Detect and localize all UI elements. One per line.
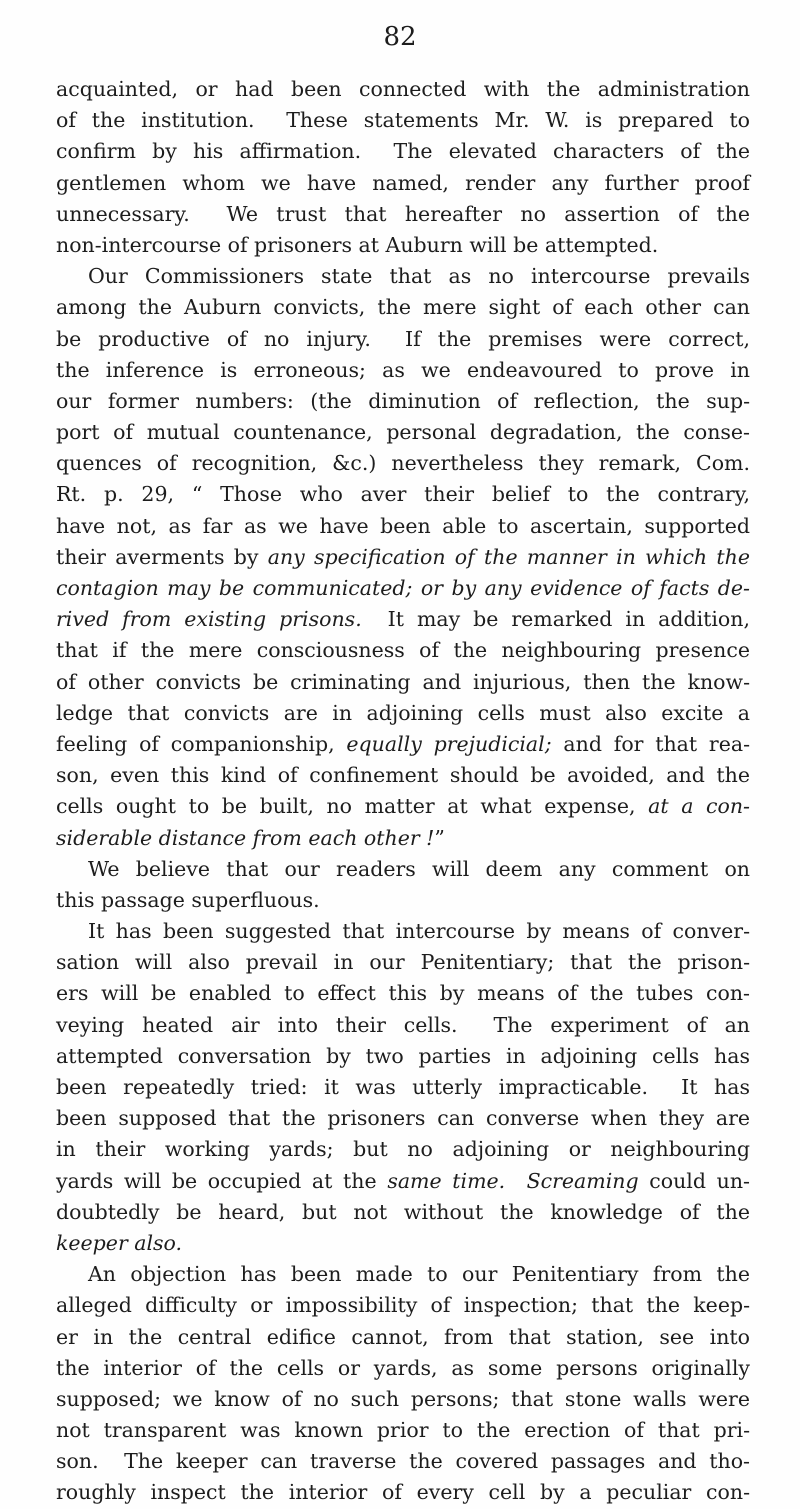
text-segment: We believe that our readers will deem any comment on [88, 856, 750, 881]
text-line [56, 199, 750, 230]
text-line [56, 324, 750, 355]
text-line [56, 1384, 750, 1415]
italic-text: at a con- [648, 794, 750, 819]
italic-text: same time. [387, 1168, 506, 1193]
text-segment: the interior of the cells or yards, as some persons originally [56, 1355, 750, 1380]
text-line [56, 729, 750, 760]
text-segment: An objection has been made to our Penitentiary from the [88, 1262, 750, 1287]
text-line [56, 978, 750, 1009]
text-segment: be productive of no injury. If the premises were correct, [56, 326, 750, 351]
text-line [56, 1446, 750, 1477]
text-line [56, 1010, 750, 1041]
text-line [56, 854, 750, 885]
text-segment: er in the central edifice cannot, from that station, see into [56, 1324, 750, 1349]
text-segment: attempted conversation by two parties in adjoining cells has [56, 1043, 750, 1068]
text-segment: of other convicts be criminating and injurious, then the know- [56, 669, 750, 694]
text-line [56, 635, 750, 666]
text-segment: that if the mere consciousness of the neighbouring presence [56, 638, 750, 663]
body-text [56, 74, 750, 1509]
italic-text: keeper also. [56, 1230, 183, 1255]
italic-text: Screaming [526, 1168, 639, 1193]
text-segment: acquainted, or had been connected with the administration [56, 77, 750, 101]
text-line [56, 448, 750, 479]
text-line [56, 698, 750, 729]
text-line [56, 261, 750, 292]
text-segment: roughly inspect the interior of every cell by a peculiar con- [56, 1480, 750, 1505]
text-line [56, 1322, 750, 1353]
text-line [56, 105, 750, 136]
text-line [56, 230, 750, 261]
text-segment: alleged difficulty or impossibility of inspection; that the keep- [56, 1293, 750, 1318]
text-line [56, 417, 750, 448]
text-segment: Our Commissioners state that as no intercourse prevails [88, 264, 750, 289]
text-line [56, 355, 750, 386]
text-segment: not transparent was known prior to the erection of that pri- [56, 1418, 750, 1443]
text-line [56, 1041, 750, 1072]
text-segment: feeling of companionship, [56, 731, 347, 756]
text-line [56, 1477, 750, 1508]
text-segment: ers will be enabled to effect this by means of the tubes con- [56, 981, 750, 1006]
text-line [56, 573, 750, 604]
text-line [56, 1072, 750, 1103]
text-segment: yards will be occupied at the [56, 1168, 388, 1193]
page-number: 82 [383, 22, 417, 52]
text-line [56, 1259, 750, 1290]
text-segment: could un- [638, 1168, 750, 1193]
text-segment: veying heated air into their cells. The experiment of an [56, 1012, 750, 1037]
text-segment: quences of recognition, &c.) nevertheless they remark, Com. [56, 451, 750, 476]
italic-text: rived from existing prisons. [56, 607, 362, 632]
text-segment: non-intercourse of prisoners at Auburn will be attempted. [56, 232, 659, 257]
text-line [56, 136, 750, 167]
text-line [56, 386, 750, 417]
text-segment: this passage superfluous. [56, 887, 320, 912]
text-line [56, 74, 750, 105]
text-line [56, 1290, 750, 1321]
text-line [56, 916, 750, 947]
text-line [56, 479, 750, 510]
text-segment: supposed; we know of no such persons; that stone walls were [56, 1386, 750, 1411]
text-segment: been supposed that the prisoners can converse when they are [56, 1106, 750, 1131]
text-line [56, 1166, 750, 1197]
text-line [56, 823, 750, 854]
text-segment: of the institution. These statements Mr. W. is prepared to [56, 108, 750, 133]
text-segment: unnecessary. We trust that hereafter no assertion of the [56, 201, 750, 226]
text-segment: It has been suggested that intercourse by means of conver- [88, 919, 750, 944]
text-segment: son, even this kind of confinement should be avoided, and the [56, 763, 750, 788]
text-segment: have not, as far as we have been able to ascertain, supported [56, 513, 750, 538]
text-line [56, 168, 750, 199]
text-segment: among the Auburn convicts, the mere sight of each other can [56, 295, 750, 320]
text-line [56, 1103, 750, 1134]
text-segment: son. The keeper can traverse the covered passages and tho- [56, 1449, 750, 1474]
italic-text: siderable distance from each other ! [56, 825, 435, 850]
text-line [56, 1134, 750, 1165]
italic-text: equally prejudicial; [346, 731, 552, 756]
text-segment: ledge that convicts are in adjoining cells must also excite a [56, 700, 750, 725]
text-line [56, 885, 750, 916]
text-segment: and for that rea- [551, 731, 751, 756]
text-segment: the inference is erroneous; as we endeavoured to prove in [56, 357, 750, 382]
text-line [56, 947, 750, 978]
text-segment: It may be remarked in addition, [361, 607, 750, 632]
text-segment: confirm by his affirmation. The elevated characters of the [56, 139, 750, 164]
text-segment: our former numbers: (the diminution of reflection, the sup- [56, 388, 750, 413]
text-line [56, 511, 750, 542]
text-segment: been repeatedly tried: it was utterly impracticable. It has [56, 1075, 750, 1099]
text-line [56, 791, 750, 822]
text-segment: their averments by [56, 544, 268, 569]
italic-text: contagion may be communicated; or by any evidence of facts de- [56, 576, 750, 600]
text-segment [505, 1169, 526, 1193]
text-segment: Rt. p. 29, “ Those who aver their belief to the contrary, [56, 482, 750, 507]
text-line [56, 1415, 750, 1446]
text-segment: port of mutual countenance, personal degradation, the conse- [56, 420, 750, 445]
text-segment: sation will also prevail in our Penitentiary; that the prison- [56, 950, 750, 975]
text-line [56, 1197, 750, 1228]
italic-text: any specification of the manner in which the [267, 544, 750, 569]
text-segment: gentlemen whom we have named, render any further proof [56, 170, 750, 195]
text-segment: ” [434, 825, 445, 850]
text-line [56, 604, 750, 635]
text-line [56, 542, 750, 573]
text-line [56, 1353, 750, 1384]
text-line [56, 1228, 750, 1259]
text-segment: in their working yards; but no adjoining or neighbouring [56, 1137, 750, 1162]
text-line [56, 760, 750, 791]
text-line [56, 292, 750, 323]
text-line [56, 667, 750, 698]
text-segment: cells ought to be built, no matter at what expense, [56, 794, 649, 819]
text-segment: doubtedly be heard, but not without the knowledge of the [56, 1199, 750, 1224]
